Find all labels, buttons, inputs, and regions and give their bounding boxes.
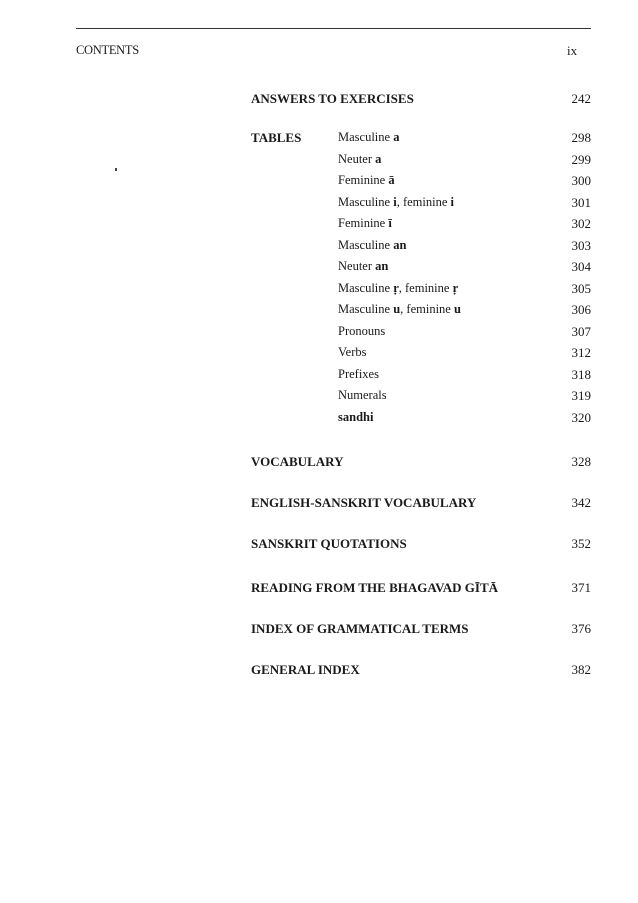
tables-item-label: , feminine [400,302,454,316]
scan-speck [115,168,117,171]
tables-item [338,324,385,339]
tables-heading: TABLES [251,130,302,145]
tables-item [338,259,388,274]
tables-item-term: u [393,302,401,316]
tables-item [338,130,399,145]
toc-entry-title: SANSKRIT QUOTATIONS [251,536,407,551]
tables-item-term: ā [388,173,395,187]
tables-item-page: 312 [571,345,591,360]
tables-item-term: i [450,195,454,209]
tables-item-page: 304 [571,259,591,274]
tables-item-term: a [393,130,400,144]
tables-item-page: 302 [571,216,591,231]
tables-item [338,345,366,360]
tables-item [338,238,406,253]
tables-item-term: i [393,195,397,209]
tables-item-term: sandhi [338,410,374,424]
tables-item-label: Neuter [338,259,376,273]
tables-item-term: ṛ [452,281,459,295]
tables-item-label: , feminine [398,281,453,295]
tables-item-page: 303 [571,238,591,253]
tables-item [338,152,381,167]
page-number: ix [567,43,578,58]
tables-item [338,410,373,425]
tables-item [338,302,461,317]
toc-entry-page: 352 [571,536,591,551]
tables-item-label: Numerals [338,388,387,402]
tables-item-page: 305 [571,281,591,296]
tables-item [338,173,395,188]
tables-item-page: 306 [571,302,591,317]
tables-item [338,388,387,403]
toc-entry-title: READING FROM THE BHAGAVAD GĪTĀ [251,580,499,595]
tables-item-label: Masculine [338,195,394,209]
tables-item-term: ī [388,216,392,230]
tables-item-label: Feminine [338,216,389,230]
tables-item-label: Masculine [338,238,394,252]
toc-entry-title: INDEX OF GRAMMATICAL TERMS [251,621,469,636]
tables-item-term: u [453,302,461,316]
tables-item-page: 318 [571,367,591,382]
tables-item-page: 319 [571,388,591,403]
tables-item [338,195,454,210]
tables-item-label: Masculine [338,302,394,316]
tables-item-page: 301 [571,195,591,210]
tables-item-page: 307 [571,324,591,339]
toc-entry-page: 342 [571,495,591,510]
tables-item-page: 298 [571,130,591,145]
tables-item-term: ṛ [393,281,399,295]
tables-item-term: a [375,152,382,166]
tables-item-label: Verbs [338,345,367,359]
tables-item [338,281,458,296]
tables-item-page: 320 [571,410,591,425]
tables-item-label: Prefixes [338,367,379,381]
tables-item [338,367,379,382]
tables-item-term: an [393,238,407,252]
tables-item-label: Pronouns [338,324,386,338]
toc-entry-title: ANSWERS TO EXERCISES [251,91,414,106]
toc-entry-page: 382 [571,662,591,677]
toc-entry-page: 242 [571,91,591,106]
running-header-title: CONTENTS [76,43,139,57]
tables-item-label: , feminine [396,195,451,209]
tables-item-label: Feminine [338,173,389,187]
toc-entry-page: 376 [571,621,591,636]
toc-entry-title: ENGLISH-SANSKRIT VOCABULARY [251,495,477,510]
tables-item-label: Neuter [338,152,376,166]
tables-item-page: 300 [571,173,591,188]
tables-item [338,216,392,231]
toc-entry-title: GENERAL INDEX [251,662,360,677]
header-rule [76,28,591,29]
tables-item-label: Masculine [338,130,394,144]
tables-item-label: Masculine [338,281,394,295]
toc-entry-page: 371 [571,580,591,595]
toc-entry-page: 328 [571,454,591,469]
toc-entry-title: VOCABULARY [251,454,344,469]
tables-item-term: an [375,259,389,273]
tables-item-page: 299 [571,152,591,167]
